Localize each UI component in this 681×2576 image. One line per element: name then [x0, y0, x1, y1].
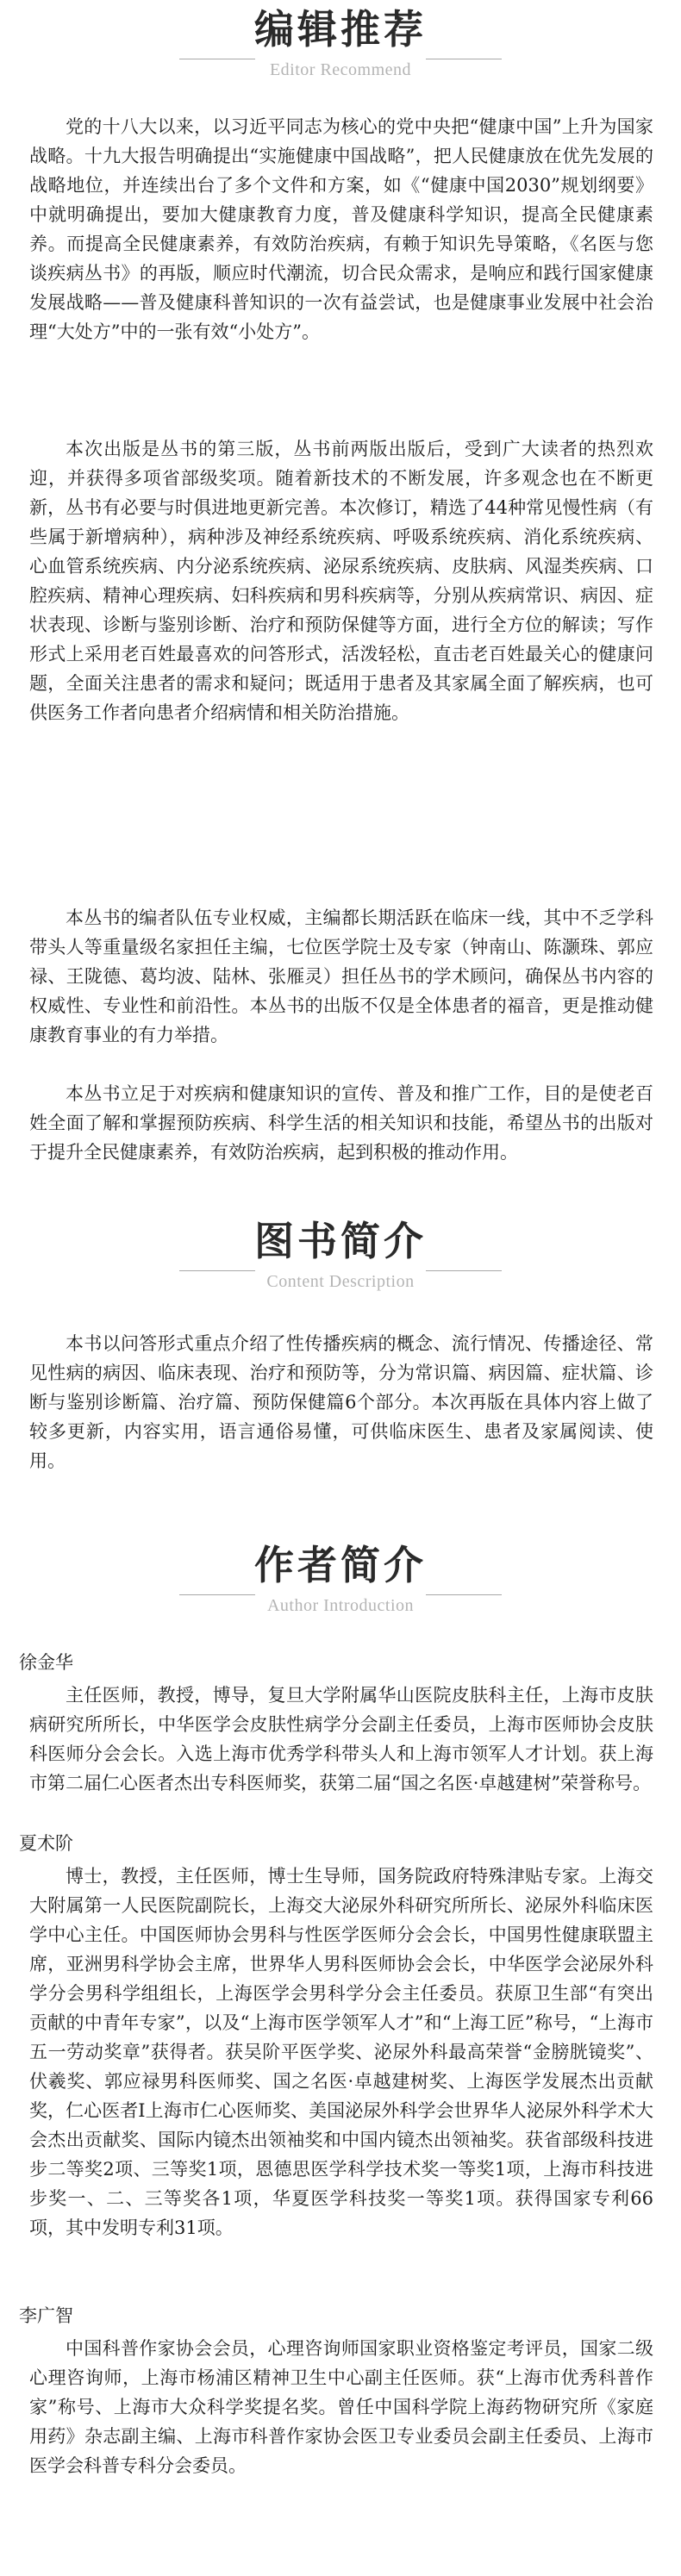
title-rule-left	[179, 1594, 255, 1595]
section-header-editor-recommend	[0, 5, 681, 79]
section-header-author-introduction	[0, 1541, 681, 1615]
author-name: 李广智	[19, 2305, 73, 2326]
section-title: 编辑推荐	[254, 6, 427, 53]
author-name: 夏术阶	[19, 1833, 73, 1854]
author-bio: 主任医师，教授，博导，复旦大学附属华山医院皮肤科主任，上海市皮肤病研究所所长，中华医学会皮肤性病学分会副主任委员，上海市医师协会皮肤科医师分会会长。入选上海市优秀学科带头人和上海市领军人才计划。获上海市第二届仁心医者杰出专科医师奖，获第二届“国之名医·卓越建树”荣誉称号。	[29, 1685, 653, 1793]
author-name: 徐金华	[19, 1652, 73, 1673]
section-subtitle: Content Description	[266, 1272, 415, 1291]
title-rule-right	[426, 1594, 502, 1595]
section-header-content-description	[0, 1217, 681, 1291]
editor-paragraph: 党的十八大以来，以习近平同志为核心的党中央把“健康中国”上升为国家战略。十九大报告明确提出“实施健康中国战略”，把人民健康放在优先发展的战略地位，并连续出台了多个文件和方案，如《“健康中国2030”规划纲要》中就明确提出，要加大健康教育力度，普及健康科学知识，提高全民健康素养。而提高全民健康素养，有效防治疾病，有赖于知识先导策略，《名医与您谈疾病丛书》的再版，顺应时代潮流，切合民众需求，是响应和践行国家健康发展战略——普及健康科普知识的一次有益尝试，也是健康事业发展中社会治理“大处方”中的一张有效“小处方”。	[29, 116, 653, 342]
section-subtitle: Author Introduction	[266, 1596, 415, 1615]
author-bio: 博士，教授，主任医师，博士生导师，国务院政府特殊津贴专家。上海交大附属第一人民医院副院长，上海交大泌尿外科研究所所长、泌尿外科临床医学中心主任。中国医师协会男科与性医学医师分会会长，中国男性健康联盟主席，亚洲男科学协会主席，世界华人男科医师协会会长，中华医学会泌尿外科学分会男科学组组长，上海医学会男科学分会主任委员。获原卫生部“有突出贡献的中青年专家”，以及“上海市医学领军人才”和“上海工匠”称号，“上海市五一劳动奖章”获得者。获吴阶平医学奖、泌尿外科最高荣誉“金膀胱镜奖”、伏羲奖、郭应禄男科医师奖、国之名医·卓越建树奖、上海医学发展杰出贡献奖，仁心医者I上海市仁心医师奖、美国泌尿外科学会世界华人泌尿外科学术大会杰出贡献奖、国际内镜杰出领袖奖和中国内镜杰出领袖奖。获省部级科技进步二等奖2项、三等奖1项，恩德思医学科学技术奖一等奖1项，上海市科技进步奖一、二、三等奖各1项，华夏医学科技奖一等奖1项。获得国家专利66项，其中发明专利31项。	[29, 1866, 653, 2238]
book-paragraph: 本书以问答形式重点介绍了性传播疾病的概念、流行情况、传播途径、常见性病的病因、临床表现、治疗和预防等，分为常识篇、病因篇、症状篇、诊断与鉴别诊断篇、治疗篇、预防保健篇6个部分。本次再版在具体内容上做了较多更新，内容实用，语言通俗易懂，可供临床医生、患者及家属阅读、使用。	[29, 1333, 653, 1471]
title-rule-left	[179, 1270, 255, 1271]
editor-paragraph: 本丛书立足于对疾病和健康知识的宣传、普及和推广工作，目的是使老百姓全面了解和掌握预防疾病、科学生活的相关知识和技能，希望丛书的出版对于提升全民健康素养，有效防治疾病，起到积极的推动作用。	[29, 1083, 653, 1163]
author-bio: 中国科普作家协会会员，心理咨询师国家职业资格鉴定考评员，国家二级心理咨询师，上海市杨浦区精神卫生中心副主任医师。获“上海市优秀科普作家”称号、上海市大众科学奖提名奖。曾任中国科学院上海药物研究所《家庭用药》杂志副主编、上海市科普作家协会医卫专业委员会副主任委员、上海市医学会科普专科分会委员。	[29, 2338, 653, 2476]
editor-paragraph: 本丛书的编者队伍专业权威，主编都长期活跃在临床一线，其中不乏学科带头人等重量级名家担任主编，七位医学院士及专家（钟南山、陈灏珠、郭应禄、王陇德、葛均波、陆林、张雁灵）担任丛书的学术顾问，确保丛书内容的权威性、专业性和前沿性。本丛书的出版不仅是全体患者的福音，更是推动健康教育事业的有力举措。	[29, 908, 653, 1045]
section-title: 图书简介	[254, 1218, 427, 1264]
title-rule-right	[426, 1270, 502, 1271]
editor-paragraph: 本次出版是丛书的第三版，丛书前两版出版后，受到广大读者的热烈欢迎，并获得多项省部级奖项。随着新技术的不断发展，许多观念也在不断更新，丛书有必要与时俱进地更新完善。本次修订，精选了44种常见慢性病（有些属于新增病种），病种涉及神经系统疾病、呼吸系统疾病、消化系统疾病、心血管系统疾病、内分泌系统疾病、泌尿系统疾病、皮肤病、风湿类疾病、口腔疾病、精神心理疾病、妇科疾病和男科疾病等，分别从疾病常识、病因、症状表现、诊断与鉴别诊断、治疗和预防保健等方面，进行全方位的解读；写作形式上采用老百姓最喜欢的问答形式，活泼轻松，直击老百姓最关心的健康问题，全面关注患者的需求和疑问；既适用于患者及其家属全面了解疾病，也可供医务工作者向患者介绍病情和相关防治措施。	[29, 439, 653, 723]
section-subtitle: Editor Recommend	[269, 60, 412, 79]
section-title: 作者简介	[254, 1542, 427, 1588]
